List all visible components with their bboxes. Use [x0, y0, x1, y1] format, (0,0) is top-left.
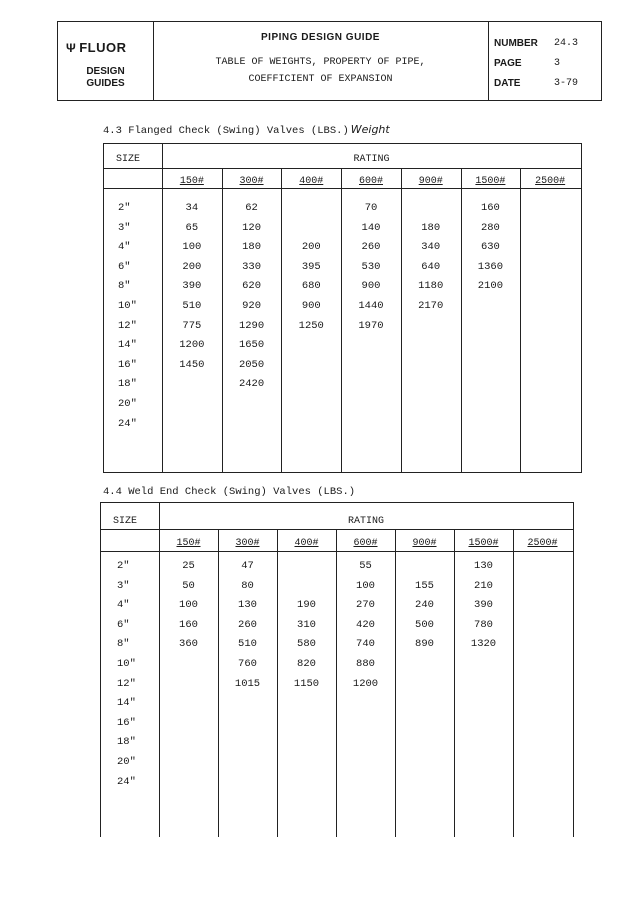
size-cell: 6" [117, 618, 130, 631]
weight-cell: 890 [415, 638, 434, 651]
weight-cell: 530 [361, 260, 381, 273]
size-cell: 2" [117, 560, 130, 572]
weight-cell: 1200 [179, 339, 205, 352]
header-divider [101, 551, 573, 552]
weight-cell: 1320 [470, 638, 497, 651]
design-guides-label [58, 66, 153, 90]
weight-cell: 1970 [358, 319, 384, 332]
weight-cell: 160 [480, 202, 500, 214]
rating-column-divider [454, 529, 455, 837]
rating-column-header: 600# [353, 538, 378, 549]
weight-cell: 130 [238, 599, 257, 612]
weight-cell: 390 [182, 280, 202, 293]
date-row [494, 78, 597, 96]
section-4-4-title [103, 486, 355, 498]
size-cell: 8" [118, 280, 131, 293]
weight-cell: 775 [182, 319, 202, 332]
weight-cell: 2050 [238, 358, 265, 371]
fluor-logo [66, 40, 127, 55]
size-cell: 24" [117, 775, 136, 788]
company-name: FLUOR [79, 40, 127, 55]
weight-cell: 47 [241, 560, 254, 572]
weight-cell: 62 [245, 202, 258, 214]
rating-column-header: 300# [239, 176, 264, 187]
size-cell: 16" [117, 716, 136, 729]
size-cell: 10" [118, 300, 137, 312]
weight-cell: 330 [242, 260, 261, 273]
header-divider [104, 188, 581, 189]
weight-cell: 390 [474, 599, 493, 612]
date-label: DATE [494, 78, 521, 89]
weight-cell: 640 [421, 260, 441, 273]
size-header: SIZE [113, 516, 138, 527]
weight-cell: 55 [359, 560, 372, 572]
weight-cell: 70 [364, 202, 378, 214]
weight-cell: 420 [356, 618, 375, 631]
weight-cell: 80 [241, 579, 254, 592]
size-cell: 14" [117, 697, 136, 710]
weight-cell: 1290 [238, 319, 265, 332]
weight-cell: 50 [182, 579, 195, 592]
size-cell: 16" [118, 358, 137, 371]
rating-column-header: 2500# [535, 176, 566, 187]
size-cell: 18" [118, 378, 137, 391]
weight-cell: 120 [242, 221, 261, 234]
weight-cell: 140 [361, 221, 381, 234]
weld-end-check-valve-table [100, 502, 574, 837]
size-cell: 4" [118, 241, 131, 254]
logo-block [58, 22, 154, 100]
weight-cell: 180 [242, 241, 261, 254]
size-cell: 2" [118, 202, 131, 214]
flanged-check-valve-table [103, 143, 582, 473]
weight-cell: 880 [356, 658, 375, 670]
weight-cell: 620 [242, 280, 261, 293]
rating-column-header: 900# [418, 176, 443, 187]
rating-column-divider [520, 168, 521, 472]
weight-cell: 740 [356, 638, 375, 651]
rating-column-header: 400# [294, 538, 319, 549]
weight-cell: 1015 [234, 677, 261, 690]
rating-column-header: 400# [299, 176, 324, 187]
weight-cell: 630 [480, 241, 500, 254]
weight-cell: 680 [301, 280, 321, 293]
weight-cell: 760 [238, 658, 257, 670]
rating-column-header: 1500# [468, 538, 499, 549]
size-cell: 10" [117, 658, 136, 670]
weight-cell: 200 [301, 241, 321, 254]
weight-cell: 1650 [238, 339, 265, 352]
weight-cell: 340 [421, 241, 441, 254]
size-cell: 20" [118, 398, 137, 410]
rating-column-header: 2500# [527, 538, 558, 549]
rating-column-header: 1500# [475, 176, 506, 187]
weight-cell: 900 [301, 300, 321, 312]
weight-cell: 1250 [298, 319, 324, 332]
number-label: NUMBER [494, 38, 538, 49]
rating-column-header: 600# [358, 176, 383, 187]
size-header: SIZE [116, 154, 141, 165]
weight-cell: 360 [179, 638, 198, 651]
rating-column-divider [401, 168, 402, 472]
subtitle-line-2: COEFFICIENT OF EXPANSION [248, 74, 393, 85]
weight-cell: 310 [297, 618, 316, 631]
size-column-divider [159, 503, 160, 837]
page-label: PAGE [494, 58, 522, 69]
weight-cell: 260 [238, 618, 257, 631]
weight-cell: 510 [182, 300, 202, 312]
handwritten-note: Weight [350, 123, 390, 136]
weight-cell: 2100 [477, 280, 504, 293]
weight-cell: 240 [415, 599, 434, 612]
size-cell: 3" [117, 579, 130, 592]
logo-sub-line-1: DESIGN [86, 66, 125, 77]
logo-sub-line-2: GUIDES [86, 78, 125, 89]
weight-cell: 65 [185, 221, 199, 234]
rating-column-header: 900# [412, 538, 437, 549]
header-divider [104, 168, 581, 169]
rating-column-header: 300# [235, 538, 260, 549]
document-header [57, 21, 602, 101]
weight-cell: 270 [356, 599, 375, 612]
number-value: 24.3 [554, 38, 579, 49]
weight-cell: 1200 [352, 677, 379, 690]
size-cell: 8" [117, 638, 130, 651]
weight-cell: 780 [474, 618, 493, 631]
section-4-3-title [103, 123, 390, 137]
weight-cell: 100 [356, 579, 375, 592]
trident-icon: Ψ [66, 41, 77, 55]
size-cell: 12" [117, 677, 136, 690]
weight-cell: 210 [474, 579, 493, 592]
weight-cell: 180 [421, 221, 441, 234]
size-cell: 12" [118, 319, 137, 332]
weight-cell: 1150 [293, 677, 320, 690]
size-cell: 3" [118, 221, 131, 234]
weight-cell: 580 [297, 638, 316, 651]
guide-title: PIPING DESIGN GUIDE [261, 32, 380, 43]
weight-cell: 500 [415, 618, 434, 631]
weight-cell: 2170 [418, 300, 444, 312]
weight-cell: 130 [474, 560, 493, 572]
rating-column-header: 150# [179, 176, 204, 187]
guide-subtitle [153, 54, 488, 88]
weight-cell: 160 [179, 618, 198, 631]
section-4-4-heading: 4.4 Weld End Check (Swing) Valves (LBS.) [103, 486, 356, 498]
section-4-3-heading: 4.3 Flanged Check (Swing) Valves (LBS.) [103, 125, 349, 137]
size-cell: 14" [118, 339, 137, 352]
size-cell: 24" [118, 417, 137, 430]
weight-cell: 200 [182, 260, 202, 273]
rating-column-divider [513, 529, 514, 837]
size-cell: 4" [117, 599, 130, 612]
title-block [153, 22, 489, 100]
weight-cell: 1360 [477, 260, 504, 273]
date-value: 3-79 [554, 78, 579, 89]
page-row [494, 58, 597, 76]
size-cell: 6" [118, 260, 131, 273]
weight-cell: 1180 [418, 280, 444, 293]
size-cell: 18" [117, 736, 136, 749]
header-divider [101, 529, 573, 530]
weight-cell: 155 [415, 579, 434, 592]
number-row [494, 38, 597, 56]
rating-column-divider [395, 529, 396, 837]
weight-cell: 2420 [238, 378, 265, 391]
weight-cell: 25 [182, 560, 195, 572]
rating-column-header: 150# [176, 538, 201, 549]
weight-cell: 1440 [358, 300, 384, 312]
page-value: 3 [554, 58, 561, 69]
weight-cell: 100 [179, 599, 198, 612]
rating-header: RATING [353, 154, 390, 165]
weight-cell: 190 [297, 599, 316, 612]
weight-cell: 34 [185, 202, 199, 214]
meta-block [488, 22, 601, 100]
weight-cell: 820 [297, 658, 316, 670]
subtitle-line-1: TABLE OF WEIGHTS, PROPERTY OF PIPE, [215, 57, 426, 68]
weight-cell: 510 [238, 638, 257, 651]
weight-cell: 395 [301, 260, 321, 273]
weight-cell: 1450 [179, 358, 205, 371]
weight-cell: 920 [242, 300, 261, 312]
weight-cell: 900 [361, 280, 381, 293]
weight-cell: 100 [182, 241, 202, 254]
weight-cell: 280 [480, 221, 500, 234]
weight-cell: 260 [361, 241, 381, 254]
size-cell: 20" [117, 756, 136, 768]
rating-header: RATING [347, 516, 384, 527]
